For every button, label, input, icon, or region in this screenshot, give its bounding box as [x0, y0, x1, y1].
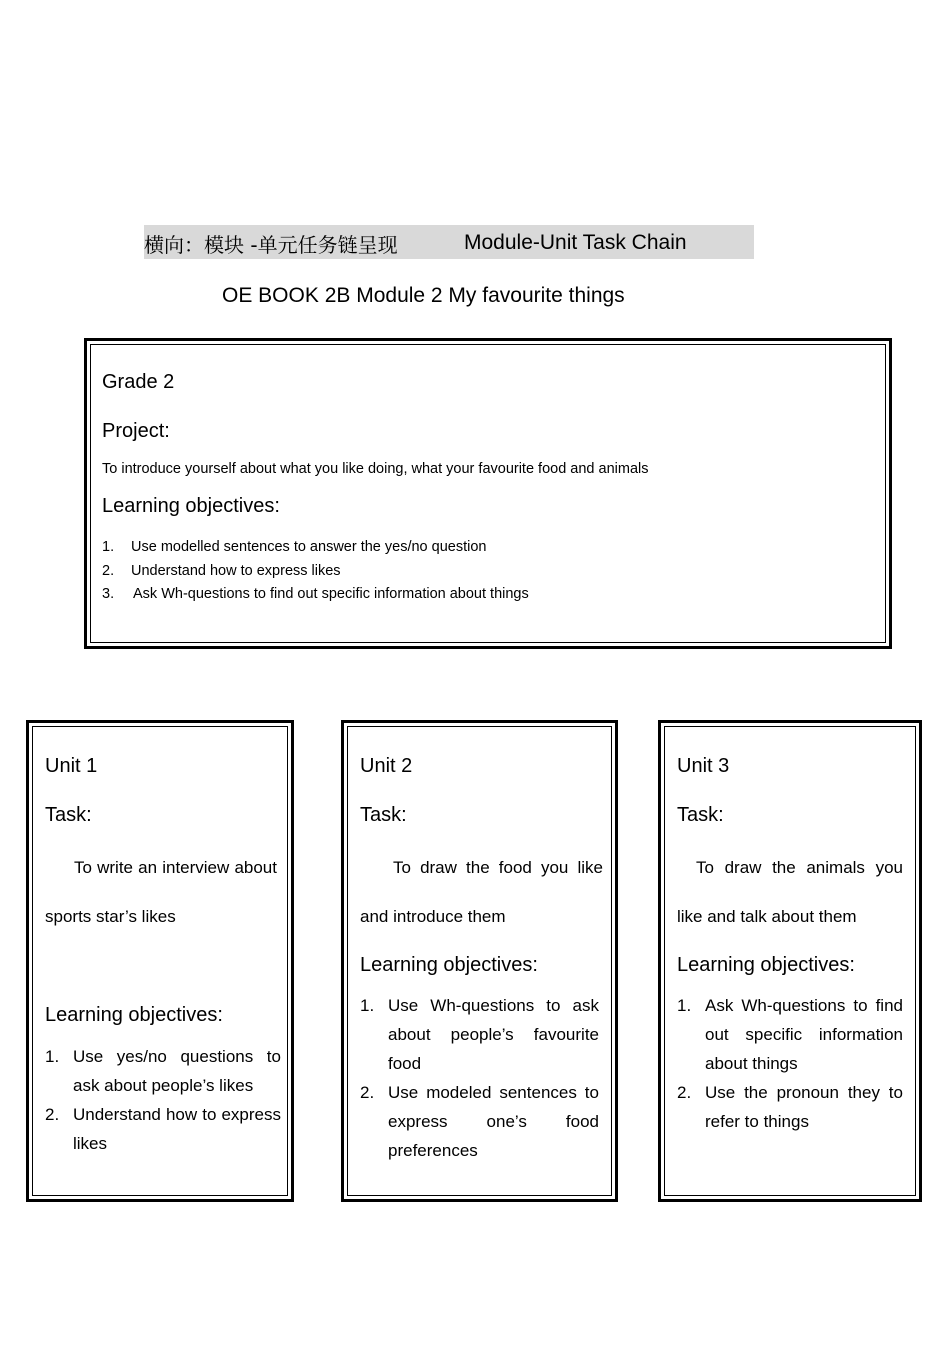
grade-label: Grade 2 [102, 371, 175, 393]
project-objective-item: 1. Use modelled sentences to answer the yes/no question [102, 539, 487, 555]
unit-objectives-label: Learning objectives: [45, 1004, 223, 1026]
unit-task-text: To write an interview about sports star’s likes [45, 858, 277, 926]
unit-task-text: To draw the food you like and introduce them [360, 858, 603, 926]
unit-title: Unit 2 [360, 755, 413, 777]
unit-objective-item: 2. Use the pronoun they to refer to things [677, 1083, 903, 1131]
project-text: To introduce yourself about what you like doing, what your favourite food and animals [102, 461, 649, 477]
header-english-title: Module-Unit Task Chain [464, 231, 687, 254]
unit-objective-item: 1. Ask Wh-questions to find out specific information about things [677, 996, 903, 1073]
unit-1-box [26, 720, 294, 1202]
unit-3-box [658, 720, 922, 1202]
unit-objective-item: 1. Use Wh-questions to ask about people’s favourite food [360, 996, 599, 1073]
document-subtitle: OE BOOK 2B Module 2 My favourite things [222, 284, 625, 307]
unit-objectives-list [677, 991, 903, 1136]
unit-objective-item: 2. Use modeled sentences to express one’s food preferences [360, 1083, 599, 1160]
unit-task-label: Task: [45, 804, 92, 826]
unit-title: Unit 3 [677, 755, 730, 777]
unit-objectives-label: Learning objectives: [677, 954, 855, 976]
project-label: Project: [102, 420, 170, 442]
unit-objective-item: 1. Use yes/no questions to ask about people’s likes [45, 1047, 281, 1095]
unit-title: Unit 1 [45, 755, 98, 777]
header-chinese-title: 横向：模块 -单元任务链呈现 [144, 233, 398, 257]
unit-objectives-list [360, 991, 599, 1165]
unit-task-label: Task: [677, 804, 724, 826]
unit-2-box [341, 720, 618, 1202]
unit-objectives-label: Learning objectives: [360, 954, 538, 976]
project-box [84, 338, 892, 649]
project-objectives-label: Learning objectives: [102, 495, 280, 517]
project-objective-item: 3. Ask Wh-questions to find out specific information about things [102, 586, 529, 602]
unit-objective-item: 2. Understand how to express likes [45, 1105, 281, 1153]
unit-task-label: Task: [360, 804, 407, 826]
project-objective-item: 2. Understand how to express likes [102, 562, 341, 579]
unit-objectives-list [45, 1042, 281, 1158]
project-objectives-list [102, 539, 529, 610]
unit-task-text: To draw the animals you like and talk about them [677, 858, 903, 926]
